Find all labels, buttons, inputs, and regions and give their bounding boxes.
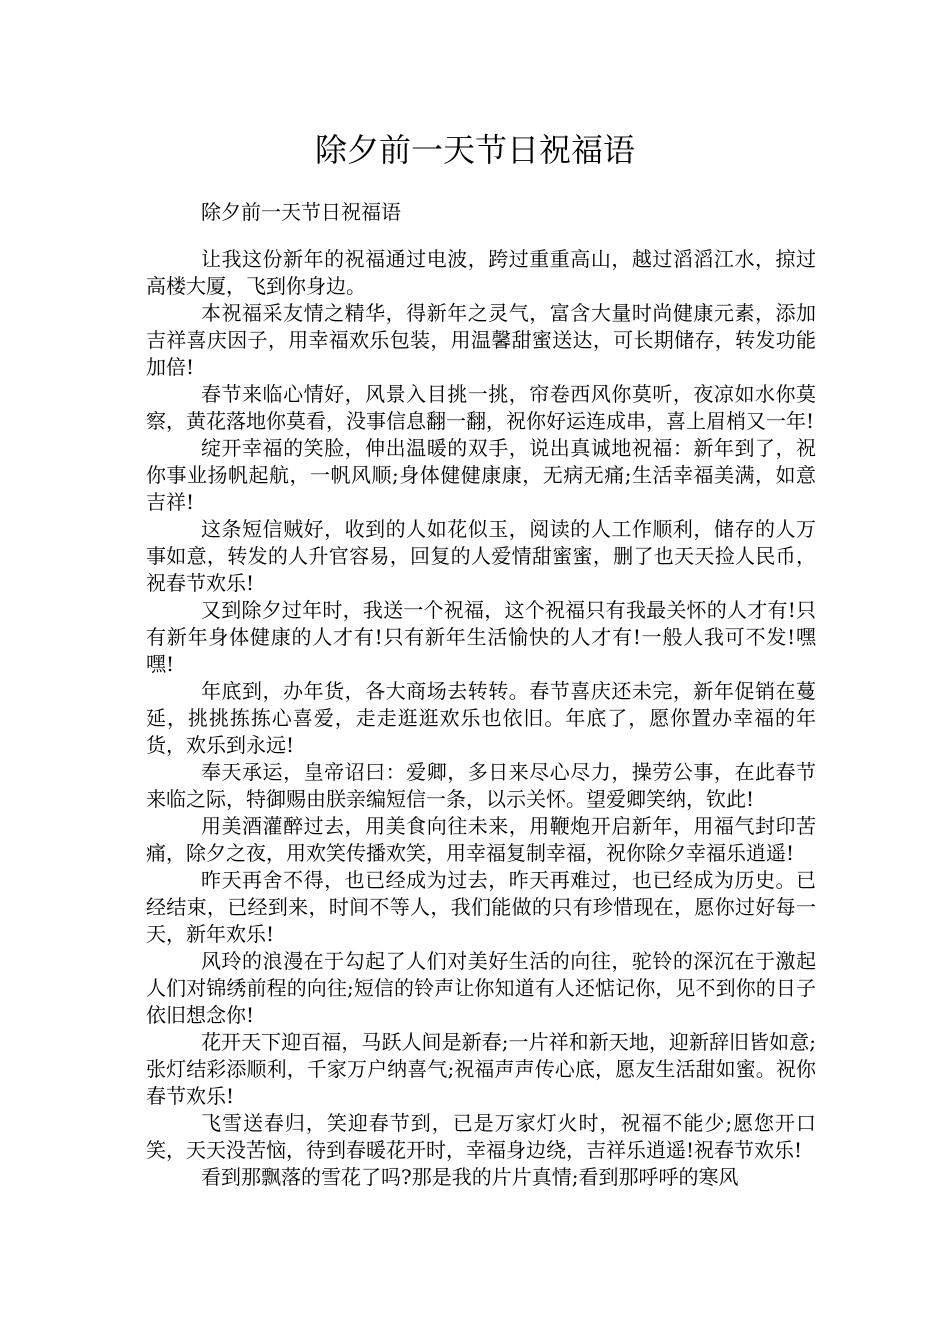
paragraph: 风玲的浪漫在于勾起了人们对美好生活的向往，驼铃的深沉在于激起人们对锦绣前程的向往;短信的铃声让你知道有人还惦记你，见不到你的日子依旧想念你!: [146, 949, 816, 1027]
paragraph: 春节来临心情好，风景入目挑一挑，帘卷西风你莫听，夜凉如水你莫察，黄花落地你莫看，没事信息翻一翻，祝你好运连成串，喜上眉梢又一年!: [146, 382, 816, 433]
document-subtitle: 除夕前一天节日祝福语: [201, 200, 401, 224]
paragraph: 本祝福采友情之精华，得新年之灵气，富含大量时尚健康元素，添加吉祥喜庆因子，用幸福欢乐包装，用温馨甜蜜送达，可长期储存，转发功能加倍!: [146, 301, 816, 379]
paragraph: 绽开幸福的笑脸，伸出温暖的双手，说出真诚地祝福：新年到了，祝你事业扬帆起航，一帆风顺;身体健健康康，无病无痛;生活幸福美满，如意吉祥!: [146, 436, 816, 514]
document-title: 除夕前一天节日祝福语: [314, 131, 635, 169]
paragraph: 这条短信贼好，收到的人如花似玉，阅读的人工作顺利，储存的人万事如意，转发的人升官容易，回复的人爱情甜蜜蜜，删了也天天捡人民币，祝春节欢乐!: [146, 517, 816, 595]
paragraph: 飞雪送春归，笑迎春节到，已是万家灯火时，祝福不能少;愿您开口笑，天天没苦恼，待到春暖花开时，幸福身边绕，吉祥乐逍遥!祝春节欢乐!: [146, 1111, 816, 1162]
paragraph: 又到除夕过年时，我送一个祝福，这个祝福只有我最关怀的人才有!只有新年身体健康的人才有!只有新年生活愉快的人才有!一般人我可不发!嘿嘿!: [146, 598, 816, 676]
paragraph: 看到那飘落的雪花了吗?那是我的片片真情;看到那呼呼的寒风: [201, 1165, 739, 1189]
paragraph: 奉天承运，皇帝诏曰：爱卿，多日来尽心尽力，操劳公事，在此春节来临之际，特御赐由朕亲编短信一条，以示关怀。望爱卿笑纳，钦此!: [146, 760, 816, 811]
paragraph: 用美酒灌醉过去，用美食向往未来，用鞭炮开启新年，用福气封印苦痛，除夕之夜，用欢笑传播欢笑，用幸福复制幸福，祝你除夕幸福乐逍遥!: [146, 814, 816, 865]
paragraph: 花开天下迎百福，马跃人间是新春;一片祥和新天地，迎新辞旧皆如意;张灯结彩添顺利，千家万户纳喜气;祝福声声传心底，愿友生活甜如蜜。祝你春节欢乐!: [146, 1030, 816, 1108]
paragraph: 昨天再舍不得，也已经成为过去，昨天再难过，也已经成为历史。已经结束，已经到来，时间不等人，我们能做的只有珍惜现在，愿你过好每一天，新年欢乐!: [146, 868, 816, 946]
document-body: [146, 246, 816, 1191]
paragraph: 让我这份新年的祝福通过电波，跨过重重高山，越过滔滔江水，掠过高楼大厦，飞到你身边。: [146, 247, 816, 298]
paragraph: 年底到，办年货，各大商场去转转。春节喜庆还未完，新年促销在蔓延，挑挑拣拣心喜爱，走走逛逛欢乐也依旧。年底了，愿你置办幸福的年货，欢乐到永远!: [146, 679, 816, 757]
